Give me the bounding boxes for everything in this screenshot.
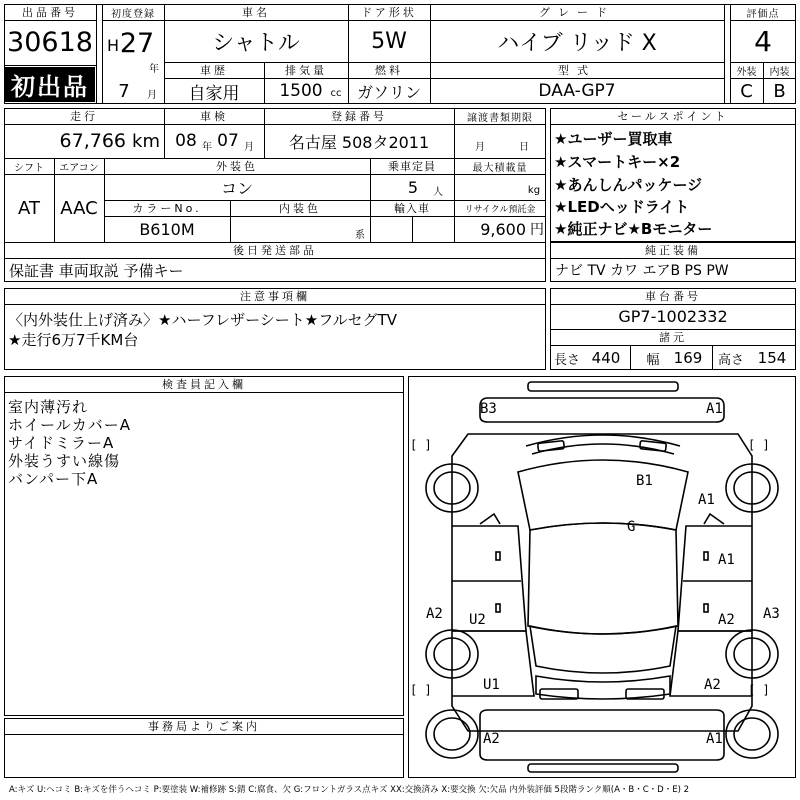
caution-line: ★走行6万7千KM台 xyxy=(8,331,139,349)
sales-points-label: セールスポイント xyxy=(617,110,729,123)
lot-no-label: 出品番号 xyxy=(22,6,78,19)
damage-mark: A1 xyxy=(706,731,723,747)
cc-unit: cc xyxy=(330,87,342,99)
sales-point: ★ユーザー買取車 xyxy=(554,130,673,148)
damage-mark: A2 xyxy=(426,606,443,622)
inspection-month-unit: 月 xyxy=(244,141,254,153)
recycle-unit: 円 xyxy=(530,222,544,238)
era: H xyxy=(106,35,120,55)
inspector-note: 室内薄汚れ xyxy=(8,398,89,416)
import-label: 輸入車 xyxy=(394,202,430,215)
inspector-note: バンパー下A xyxy=(8,470,99,488)
interior-grade: B xyxy=(773,80,786,102)
damage-mark: U2 xyxy=(469,612,486,628)
sales-point: ★あんしんパッケージ xyxy=(554,176,703,194)
damage-mark: A1 xyxy=(698,492,715,508)
damage-mark: A2 xyxy=(483,731,500,747)
transfer-month-unit: 月 xyxy=(475,141,485,153)
score-label: 評価点 xyxy=(746,8,780,20)
exterior-label: 外装 xyxy=(736,66,757,78)
exterior-grade: C xyxy=(740,80,753,102)
history: 自家用 xyxy=(188,83,240,104)
model: DAA-GP7 xyxy=(538,81,616,101)
shift-label: シフト xyxy=(14,162,44,174)
damage-mark: B1 xyxy=(636,473,653,489)
damage-mark: B3 xyxy=(480,401,497,417)
dimensions-label: 諸元 xyxy=(659,331,687,344)
inspector-label: 検査員記入欄 xyxy=(162,378,246,391)
wheel-bracket: [ ] xyxy=(410,683,432,697)
ac-label: エアコン xyxy=(59,162,99,174)
capacity-unit: 人 xyxy=(433,186,443,198)
first-reg-label: 初度登録 xyxy=(111,8,155,20)
recycle-fee: 9,600 xyxy=(480,219,526,239)
mileage: 67,766 xyxy=(59,130,126,152)
length-label: 長さ xyxy=(553,352,580,367)
width: 169 xyxy=(673,349,703,367)
ac: AAC xyxy=(60,197,98,219)
damage-mark: G xyxy=(627,519,636,535)
ext-color-label: 外装色 xyxy=(216,160,258,173)
transfer-label: 譲渡書類期限 xyxy=(467,112,533,124)
door-label: ドア形状 xyxy=(361,6,417,19)
inspection-month: 07 xyxy=(217,131,239,151)
damage-mark: U1 xyxy=(483,677,500,693)
office-label: 事務局よりご案内 xyxy=(148,720,260,733)
grade-label: グレード xyxy=(539,6,615,19)
year-unit: 年 xyxy=(149,63,159,74)
int-color-unit: 系 xyxy=(355,229,365,240)
int-color-label: 内装色 xyxy=(279,202,321,215)
shift: AT xyxy=(18,197,40,219)
sales-point: ★純正ナビ★Bモニター xyxy=(554,220,713,238)
capacity-label: 乗車定員 xyxy=(388,160,436,173)
inspector-note: ホイールカバーA xyxy=(8,416,131,434)
length: 440 xyxy=(591,349,621,367)
damage-mark: A1 xyxy=(706,401,723,417)
km-unit: km xyxy=(132,130,160,152)
sales-point: ★LEDヘッドライト xyxy=(554,198,690,216)
grade: ハイブ リッド X xyxy=(497,30,657,56)
car-name-label: 車名 xyxy=(242,6,270,19)
max-load-label: 最大積載量 xyxy=(472,162,528,174)
max-load-unit: kg xyxy=(527,184,541,196)
equipment-label: 純正装備 xyxy=(645,244,701,257)
caution-label: 注意事項欄 xyxy=(240,290,310,303)
wheel-bracket: [ ] xyxy=(410,438,432,452)
transfer-day-unit: 日 xyxy=(519,141,529,153)
documents: 保証書 車両取説 予備キー xyxy=(9,261,184,280)
fuel-label: 燃料 xyxy=(375,64,403,77)
chassis-no: GP7-1002332 xyxy=(618,307,728,326)
color-no-label: カラーNo. xyxy=(132,202,202,215)
wheel-bracket: [ ] xyxy=(748,438,770,452)
equipment: ナビ TV カワ エアB PS PW xyxy=(555,263,729,279)
damage-mark: A1 xyxy=(718,552,735,568)
chassis-label: 車台番号 xyxy=(645,290,701,303)
caution-line: 〈内外装仕上げ済み〉★ハーフレザーシート★フルセグTV xyxy=(8,311,398,329)
mileage-label: 走行 xyxy=(70,110,98,123)
first-reg-month: 7 xyxy=(118,80,130,102)
damage-mark: A2 xyxy=(704,677,721,693)
model-label: 型式 xyxy=(558,64,596,77)
height: 154 xyxy=(757,349,787,367)
sales-point: ★スマートキー×2 xyxy=(554,153,681,171)
damage-mark: A2 xyxy=(718,612,735,628)
car-name: シャトル xyxy=(212,30,300,56)
displacement-label: 排気量 xyxy=(285,64,327,77)
interior-label: 内装 xyxy=(769,66,790,78)
door-type: 5W xyxy=(371,28,407,54)
fuel: ガソリン xyxy=(356,82,421,102)
first-listing-badge: 初出品 xyxy=(5,67,95,102)
history-label: 車歴 xyxy=(200,64,228,77)
reg-no-label: 登録番号 xyxy=(331,110,387,123)
first-reg-year: 27 xyxy=(119,27,155,59)
score: 4 xyxy=(754,24,772,58)
inspector-note: サイドミラーA xyxy=(8,434,115,452)
documents-label: 後日発送部品 xyxy=(233,244,317,257)
inspection-year: 08 xyxy=(175,131,197,151)
color-no: B610M xyxy=(139,219,195,239)
inspector-note: 外装うすい線傷 xyxy=(8,452,121,470)
car-diagram xyxy=(408,376,796,778)
height-label: 高さ xyxy=(717,352,744,367)
ext-color: コン xyxy=(220,178,253,198)
capacity: 5 xyxy=(407,177,419,197)
damage-mark: A3 xyxy=(763,606,780,622)
inspection-label: 車検 xyxy=(200,110,228,123)
wheel-bracket: [ ] xyxy=(748,683,770,697)
reg-no: 名古屋 508タ2011 xyxy=(288,132,430,152)
legend: A:キズ U:ヘコミ B:キズを伴うヘコミ P:要塗装 W:補修跡 S:錆 C:腐食、欠 G:フロントガラス点キズ XX:交換済み X:要交換 欠:欠品 内外装評価 5段階ランク順(A・B・C・D・E) 2 xyxy=(9,785,690,795)
width-label: 幅 xyxy=(646,352,660,367)
displacement: 1500 xyxy=(279,81,323,101)
recycle-label: リサイクル預託金 xyxy=(464,204,536,215)
lot-no: 30618 xyxy=(7,27,93,58)
inspection-year-unit: 年 xyxy=(202,141,212,153)
month-unit: 月 xyxy=(147,89,157,100)
